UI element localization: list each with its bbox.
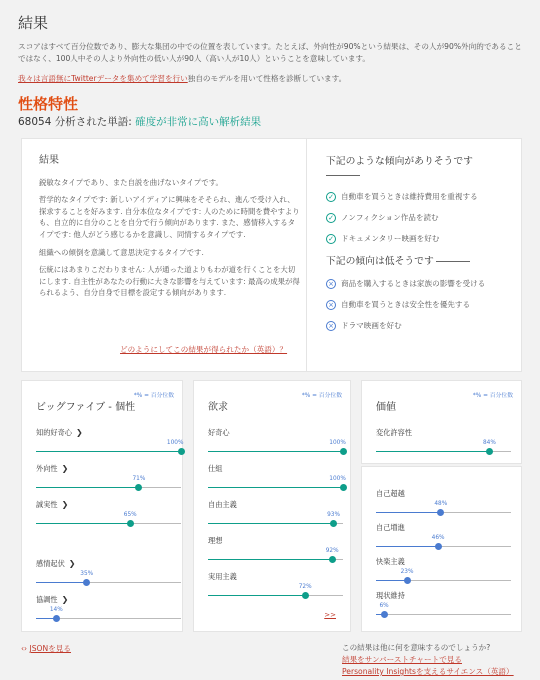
unlikely-item: × 商品を購入するときは家族の影響を受ける: [326, 273, 511, 294]
slider-marker: [53, 615, 60, 622]
slider-fill: [208, 595, 305, 596]
trait-row[interactable]: 誠実性 ❯ 65%: [36, 492, 181, 530]
section-title: 性格特性: [18, 95, 79, 113]
slider-fill: [376, 546, 438, 547]
trait-row[interactable]: 外向性 ❯ 71%: [36, 456, 181, 494]
percentile-value: 35%: [80, 571, 94, 577]
percentile-slider: [376, 580, 511, 581]
values-card: [361, 380, 522, 464]
slider-fill: [36, 487, 139, 488]
unlikely-item: × ドラマ映画を好む: [326, 315, 511, 336]
summary-paragraph: 鋭敏なタイプであり、また自説を曲げないタイプです。: [39, 177, 223, 187]
slider-fill: [208, 487, 343, 488]
slider-marker: [178, 448, 185, 455]
trait-row: 現状維持 6%: [376, 583, 511, 621]
percentile-slider: [208, 595, 343, 596]
source-line: [18, 73, 346, 84]
slider-marker: [83, 579, 90, 586]
percentile-value: 100%: [329, 476, 346, 482]
percentile-slider: [36, 487, 181, 488]
check-circle-icon: ✓: [326, 213, 336, 223]
values-title: 価値: [376, 402, 396, 413]
trait-row: 自己増進 46%: [376, 515, 511, 553]
percentile-slider: [36, 582, 181, 583]
chevron-down-icon[interactable]: ❯: [75, 428, 83, 437]
percentile-value: 92%: [325, 548, 339, 554]
behaviors-panel: [326, 153, 511, 336]
trait-row: 自己超越 48%: [376, 481, 511, 519]
trait-row: 好奇心 100%: [208, 420, 343, 458]
percentile-note: *% = 百分位数: [301, 393, 342, 399]
chevron-down-icon[interactable]: ❯: [61, 464, 69, 473]
trait-row[interactable]: 感情起伏 ❯ 35%: [36, 551, 181, 589]
percentile-note: *% = 百分位数: [472, 393, 513, 399]
summary-text: [39, 155, 301, 305]
footer-links: [342, 642, 514, 678]
slider-marker: [302, 592, 309, 599]
percentile-slider: [208, 559, 343, 560]
percentile-value: 48%: [434, 501, 448, 507]
percentile-value: 6%: [379, 603, 389, 609]
percentile-slider: [376, 512, 511, 513]
likely-item: ✓ ノンフィクション作品を読む: [326, 207, 511, 228]
slider-marker: [127, 520, 134, 527]
unlikely-heading: 下記の傾向は低そうです: [326, 253, 511, 267]
slider-marker: [486, 448, 493, 455]
word-count-label: 分析された単語:: [54, 116, 132, 128]
chevron-down-icon[interactable]: ❯: [61, 595, 69, 604]
big-five-card: [21, 380, 183, 632]
slider-marker: [135, 484, 142, 491]
trait-row: 自由主義 93%: [208, 492, 343, 530]
word-count-line: [18, 114, 261, 129]
check-circle-icon: ✓: [326, 234, 336, 244]
source-suffix: 独自のモデルを用いて性格を診断しています。: [187, 74, 347, 83]
percentile-slider: [376, 451, 511, 452]
more-needs-link[interactable]: >>: [324, 611, 336, 619]
how-computed-link[interactable]: どのようにしてこの結果が得られたか（英語）？: [120, 345, 288, 354]
x-circle-icon: ×: [326, 321, 336, 331]
percentile-value: 84%: [482, 440, 496, 446]
trait-row: 実用主義 72%: [208, 564, 343, 602]
likely-heading: 下記のような傾向がありそうです: [326, 156, 473, 167]
slider-marker: [330, 520, 337, 527]
heading-rule: [436, 261, 470, 262]
percentile-value: 93%: [327, 512, 340, 518]
trait-row[interactable]: 知的好奇心 ❯ 100%: [36, 420, 181, 458]
word-count: 68054: [18, 116, 52, 128]
slider-fill: [376, 451, 489, 452]
values-card-lower: [361, 466, 522, 632]
trait-row[interactable]: 協調性 ❯ 14%: [36, 587, 181, 625]
heading-rule: [326, 175, 360, 176]
percentile-slider: [36, 523, 181, 524]
chevron-down-icon[interactable]: ❯: [61, 500, 69, 509]
chevron-down-icon[interactable]: ❯: [68, 559, 76, 568]
summary-divider: [306, 139, 307, 371]
summary-paragraph: 哲学的なタイプです: 新しいアイディアに興味をそそられ、進んで受け入れ、探求することを好みます. 自分本位なタイプです: 人のために時間を費やすよりも、自立的に自分のことを自分で行う傾向があります. また、感情移入するタイプです: 他人がどう感じるかを意識し、同情するタイプです.: [39, 195, 300, 239]
page-title: 結果: [18, 14, 49, 32]
percentile-slider: [376, 546, 511, 547]
unlikely-item: × 自動車を買うときは安全性を優先する: [326, 294, 511, 315]
percentile-note: *% = 百分位数: [133, 393, 174, 399]
trait-row: 快楽主義 23%: [376, 549, 511, 587]
slider-fill: [208, 559, 332, 560]
slider-fill: [36, 523, 130, 524]
slider-fill: [36, 451, 181, 452]
source-link[interactable]: 我々は言語無にTwitterデータを集めて学習を行い: [18, 74, 188, 83]
percentile-value: 71%: [132, 476, 146, 482]
percentile-slider: [208, 487, 343, 488]
json-link[interactable]: ‹› JSONを見る: [21, 644, 71, 653]
summary-title: 結果: [39, 155, 59, 166]
science-link[interactable]: Personality Insightsを支えるサイエンス（英語）: [342, 667, 514, 676]
trait-row: 仕組 100%: [208, 456, 343, 494]
trait-row: 理想 92%: [208, 528, 343, 566]
summary-paragraph: 組織への傾倒を意識して意思決定するタイプです.: [39, 247, 204, 257]
percentile-value: 23%: [400, 569, 414, 575]
slider-marker: [381, 611, 388, 618]
trait-row: 変化許容性 84%: [376, 420, 511, 458]
percentile-value: 14%: [49, 607, 63, 613]
percentile-slider: [208, 523, 343, 524]
slider-fill: [376, 580, 407, 581]
slider-marker: [329, 556, 336, 563]
summary-paragraph: 伝統にはあまりこだわりません: 人が通った道よりもわが道を行くことを大切にします. 自主性があなたの行動に大きな影響を与えています: 最高の成果が得られるよう、自分自身で目標を設定する傾向があります.: [39, 265, 300, 298]
percentile-value: 72%: [298, 584, 312, 590]
big-five-title: ビッグファイブ - 個性: [36, 402, 136, 413]
x-circle-icon: ×: [326, 279, 336, 289]
likely-item: ✓ ドキュメンタリー映画を好む: [326, 228, 511, 249]
summary-card: [21, 138, 522, 372]
intro-text: スコアはすべて百分位数であり、膨大な集団の中での位置を表しています。たとえば、外向性が90%という結果は、その人が90%外向的であることではなく、100人中その人より外向性の低い人が90人（高い人が10人）ということを意味しています。: [18, 42, 522, 63]
percentile-value: 65%: [123, 512, 137, 518]
code-icon: ‹›: [21, 644, 28, 653]
percentile-value: 100%: [166, 440, 184, 446]
percentile-value: 100%: [329, 440, 346, 446]
slider-fill: [376, 512, 441, 513]
slider-fill: [208, 523, 334, 524]
percentile-slider: [208, 451, 343, 452]
percentile-slider: [36, 451, 181, 452]
percentile-slider: [36, 618, 181, 619]
slider-marker: [340, 448, 347, 455]
sunburst-link[interactable]: 結果をサンバーストチャートで見る: [342, 655, 462, 664]
check-circle-icon: ✓: [326, 192, 336, 202]
slider-marker: [340, 484, 347, 491]
x-circle-icon: ×: [326, 300, 336, 310]
slider-fill: [208, 451, 343, 452]
footer-question: この結果は他に何を意味するのでしょうか?: [342, 643, 491, 652]
percentile-value: 46%: [431, 535, 445, 541]
percentile-slider: [376, 614, 511, 615]
likely-item: ✓ 自動車を買うときは維持費用を重視する: [326, 186, 511, 207]
needs-title: 欲求: [208, 402, 228, 413]
needs-card: [193, 380, 351, 632]
confidence-label: 確度が非常に高い解析結果: [135, 116, 262, 128]
slider-fill: [36, 582, 87, 583]
